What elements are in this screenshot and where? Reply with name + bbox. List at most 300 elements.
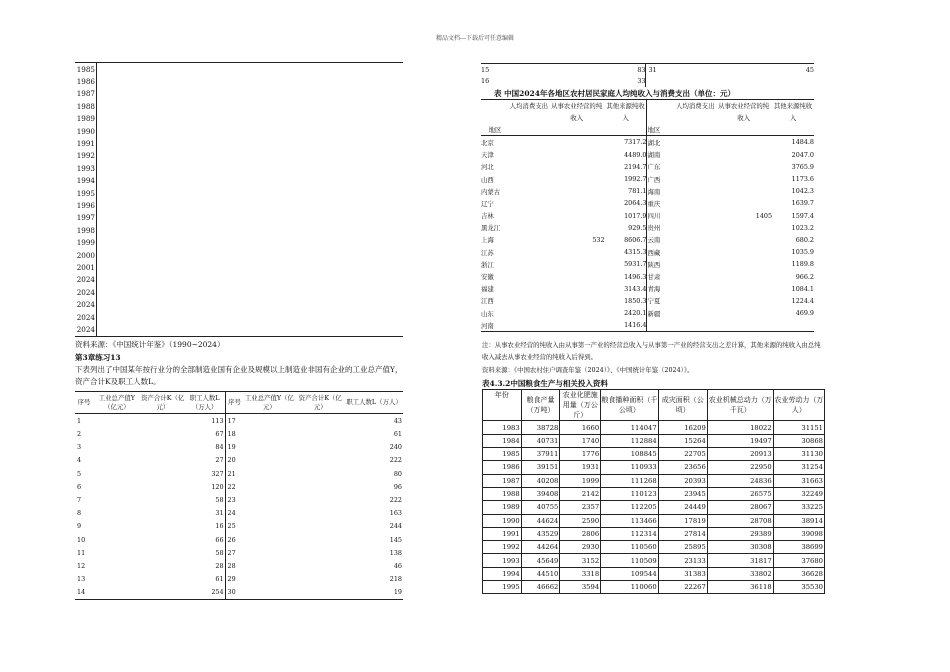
seq-cell: 14 (77, 588, 86, 597)
fertilizer-cell: 1999 (560, 474, 601, 487)
col-fertilizer: 农业化肥施用量（万公斤） (560, 390, 601, 421)
asset-cell (295, 441, 345, 454)
year-row (75, 212, 403, 224)
grain-output-cell: 44624 (521, 514, 560, 527)
fertilizer-cell: 2357 (560, 501, 601, 514)
table-row (75, 427, 403, 440)
region-cell: 西藏 (647, 248, 661, 257)
table-row (481, 197, 814, 209)
fertilizer-cell: 1776 (560, 448, 601, 461)
year-row (75, 63, 403, 76)
sown-area-cell: 114047 (601, 421, 659, 434)
output-cell (243, 414, 295, 428)
labor-cell: 145 (389, 535, 402, 544)
consumption-cell (509, 173, 549, 185)
agri-income-cell (549, 270, 605, 282)
grain-output-cell: 43529 (521, 527, 560, 540)
agri-income-cell (715, 222, 772, 234)
blank-cell (97, 88, 404, 100)
year-cell: 1988 (483, 487, 522, 500)
fertilizer-cell: 2930 (560, 541, 601, 554)
year-row (75, 175, 403, 187)
table-row (481, 222, 814, 234)
agri-income-cell (715, 185, 772, 197)
agri-income-cell (549, 197, 605, 209)
output-cell (93, 454, 141, 467)
grain-output-cell: 39151 (521, 461, 560, 474)
disaster-area-cell: 15264 (658, 434, 707, 447)
table-row (483, 434, 825, 447)
blank-cell (97, 261, 404, 273)
consumption-cell (509, 307, 549, 319)
asset-cell (295, 520, 345, 533)
other-income-cell: 2047.0 (791, 150, 814, 159)
other-income-cell: 680.2 (795, 235, 814, 244)
agri-income-cell: 532 (592, 235, 605, 244)
output-cell (243, 559, 295, 572)
output-cell (243, 520, 295, 533)
labor-cell: 120 (185, 480, 225, 493)
blank-cell (97, 199, 404, 211)
disaster-area-cell: 31383 (658, 567, 707, 580)
blank-cell (509, 76, 618, 88)
year-row (75, 274, 403, 286)
labor-cell: 31663 (773, 474, 824, 487)
sown-area-cell: 110509 (601, 554, 659, 567)
year-cell: 1990 (483, 514, 522, 527)
asset-cell (295, 573, 345, 586)
asset-cell (295, 546, 345, 559)
asset-cell (141, 427, 185, 440)
consumption-cell (675, 197, 715, 209)
table-row (481, 319, 814, 332)
table-row (483, 421, 825, 434)
blank-cell (97, 286, 404, 298)
seq-cell: 30 (227, 588, 236, 597)
page-header: 精品文档---下载后可任意编辑 (435, 35, 515, 42)
agri-income-cell (715, 161, 772, 173)
consumption-cell (509, 258, 549, 270)
machinery-cell: 30308 (707, 541, 773, 554)
asset-cell (295, 493, 345, 506)
year-cell: 1995 (483, 580, 522, 593)
output-cell (243, 533, 295, 546)
exercise-title: 第3章练习13 (75, 353, 121, 362)
asset-cell (295, 480, 345, 493)
fertilizer-cell: 1740 (560, 434, 601, 447)
table-row (481, 295, 814, 307)
consumption-cell (509, 270, 549, 282)
seq-cell: 2 (77, 430, 82, 439)
year-cell: 2024 (76, 287, 95, 297)
year-cell: 1986 (76, 77, 95, 87)
other-income-cell: 929.5 (605, 222, 647, 234)
grain-output-cell: 44264 (521, 541, 560, 554)
output-cell (93, 441, 141, 454)
machinery-cell: 31817 (707, 554, 773, 567)
region-cell: 贵州 (647, 224, 661, 233)
asset-cell (295, 507, 345, 520)
agri-income-cell (715, 283, 772, 295)
table-row (481, 185, 814, 197)
fertilizer-cell: 2590 (560, 514, 601, 527)
region-cell: 山东 (481, 309, 494, 318)
region-cell: 福建 (481, 285, 494, 294)
table-row (75, 586, 403, 600)
table-row (75, 573, 403, 586)
table-row (483, 487, 825, 500)
year-cell: 1999 (76, 238, 95, 248)
year-row (75, 137, 403, 149)
region-cell: 浙江 (481, 260, 494, 269)
region-cell: 天津 (481, 151, 494, 160)
output-cell (93, 493, 141, 506)
other-income-cell (772, 319, 814, 332)
consumption-cell (675, 222, 715, 234)
blank-cell (97, 187, 404, 199)
grain-output-cell: 40208 (521, 474, 560, 487)
consumption-cell (675, 161, 715, 173)
seq-cell: 9 (77, 522, 82, 531)
table-row (483, 527, 825, 540)
output-cell (93, 586, 141, 600)
other-income-cell: 1416.4 (605, 319, 647, 332)
other-income-cell: 4489.0 (605, 149, 647, 161)
col-l-2: 职工人数L（万人） (345, 392, 403, 414)
table-row (483, 554, 825, 567)
disaster-area-cell: 27814 (658, 527, 707, 540)
labor-cell: 163 (389, 509, 402, 518)
table-row (483, 474, 825, 487)
table-row (75, 546, 403, 559)
rural-table-note: 注：从事农业经营的纯收入由从事第一产业的经营总收入与从事第一产业的经营支出之差计算，其他来源的纯收入由总纯收入减去从事农业经营的纯收入后得到。 (482, 341, 821, 362)
grain-output-cell: 40755 (521, 501, 560, 514)
output-cell (93, 546, 141, 559)
other-income-cell: 1042.3 (791, 187, 814, 196)
agri-income-cell (715, 234, 772, 246)
year-row (75, 286, 403, 298)
disaster-area-cell: 22705 (658, 448, 707, 461)
labor-cell: 31151 (773, 421, 824, 434)
col-seq-1: 序号 (75, 392, 93, 414)
region-cell: 宁夏 (647, 297, 661, 306)
agri-income-cell (549, 283, 605, 295)
other-income-cell: 1084.1 (791, 284, 814, 293)
year-cell: 2024 (75, 323, 97, 336)
blank-cell (97, 63, 404, 76)
seq-cell: 7 (77, 496, 82, 504)
output-cell (243, 480, 295, 493)
col-agri-income-1: 从事农业经营的纯收入 (551, 102, 603, 123)
output-cell (243, 586, 295, 600)
year-cell: 1986 (483, 461, 522, 474)
other-income-cell: 469.9 (795, 309, 814, 318)
col-k-2: 资产合计K（亿元） (295, 392, 345, 414)
year-cell: 2024 (76, 275, 95, 285)
other-income-cell: 1189.8 (791, 260, 814, 269)
asset-cell (141, 441, 185, 454)
machinery-cell: 33802 (707, 567, 773, 580)
year-row (75, 298, 403, 310)
continued-table-fragment (481, 63, 814, 87)
other-income-cell: 1173.6 (791, 175, 814, 183)
region-cell: 江西 (481, 297, 494, 306)
consumption-cell (675, 185, 715, 197)
machinery-cell: 36118 (707, 580, 773, 593)
fertilizer-cell: 3594 (560, 580, 601, 593)
asset-cell (141, 454, 185, 467)
output-cell (93, 520, 141, 533)
blank-cell (97, 75, 404, 87)
col-y-1: 工业总产值Y（亿元） (93, 392, 141, 414)
seq-cell: 8 (77, 509, 82, 518)
other-income-cell: 1496.3 (605, 270, 647, 282)
asset-cell (141, 586, 185, 600)
consumption-cell (509, 209, 549, 221)
consumption-cell (675, 270, 715, 282)
seq-cell: 6 (77, 482, 82, 491)
asset-cell (141, 414, 185, 428)
year-cell: 1992 (483, 541, 522, 554)
fragment-value: 83 (618, 64, 646, 76)
labor-cell: 327 (185, 467, 225, 480)
labor-cell: 19 (393, 588, 402, 597)
output-cell (93, 467, 141, 480)
labor-cell: 113 (185, 414, 225, 428)
table-row (75, 493, 403, 506)
labor-cell: 96 (393, 482, 402, 491)
year-cell: 1994 (483, 567, 522, 580)
blank-cell (97, 175, 404, 187)
consumption-cell (509, 319, 549, 332)
fragment-seq: 16 (481, 77, 490, 86)
seq-cell: 29 (227, 575, 236, 584)
fragment-value: 33 (618, 76, 646, 88)
consumption-cell (675, 307, 715, 319)
year-row (75, 311, 403, 323)
asset-cell (295, 414, 345, 428)
labor-cell: 138 (389, 548, 402, 557)
labor-cell: 84 (185, 441, 225, 454)
blank-cell (97, 162, 404, 174)
agri-income-cell (715, 295, 772, 307)
agri-income-cell (715, 197, 772, 209)
asset-cell (141, 573, 185, 586)
asset-cell (141, 467, 185, 480)
consumption-cell (509, 185, 549, 197)
asset-cell (141, 533, 185, 546)
labor-cell: 61 (185, 573, 225, 586)
consumption-cell (509, 283, 549, 295)
rural-table-title: 表 中国2024年各地区农村居民家庭人均纯收入与消费支出（单位：元） (494, 89, 735, 98)
machinery-cell: 28067 (707, 501, 773, 514)
seq-cell: 25 (227, 522, 236, 531)
table-row (483, 580, 825, 593)
asset-cell (141, 493, 185, 506)
grain-table-title: 表4.3.2中国粮食生产与相关投入资料 (482, 379, 608, 388)
region-cell (647, 319, 675, 332)
agri-income-cell (715, 136, 772, 149)
blank-cell (97, 150, 404, 162)
grain-output-cell: 45649 (521, 554, 560, 567)
table-row (481, 136, 814, 149)
machinery-cell: 29389 (707, 527, 773, 540)
consumption-cell (675, 319, 715, 332)
labor-cell: 218 (389, 575, 402, 584)
table-row (483, 514, 825, 527)
year-row (75, 75, 403, 87)
sown-area-cell: 110933 (601, 461, 659, 474)
region-cell: 四川 (647, 212, 661, 221)
machinery-cell: 19497 (707, 434, 773, 447)
table-row (481, 283, 814, 295)
region-cell: 湖南 (647, 151, 661, 160)
labor-cell: 27 (185, 454, 225, 467)
disaster-area-cell: 20393 (658, 474, 707, 487)
region-cell: 河北 (481, 163, 494, 172)
agri-income-cell (549, 319, 605, 332)
labor-cell: 43 (393, 416, 402, 425)
other-income-cell: 1023.2 (791, 223, 814, 232)
year-cell: 1996 (76, 200, 95, 210)
year-row (75, 150, 403, 162)
consumption-cell (675, 209, 715, 221)
output-cell (93, 427, 141, 440)
table-row (75, 480, 403, 493)
labor-cell: 32249 (773, 487, 824, 500)
col-sown-area: 粮食播种面积（千公顷） (601, 390, 659, 421)
labor-cell: 58 (185, 493, 225, 506)
grain-output-cell: 38728 (521, 421, 560, 434)
agri-income-cell (549, 136, 605, 149)
consumption-cell (675, 283, 715, 295)
agri-income-cell (715, 270, 772, 282)
sown-area-cell: 110123 (601, 487, 659, 500)
asset-cell (141, 507, 185, 520)
disaster-area-cell: 23656 (658, 461, 707, 474)
table-row (75, 467, 403, 480)
agri-income-cell (715, 307, 772, 319)
rural-table-source: 资料来源：《中国农村住户调查年鉴（2024）》、《中国统计年鉴（2024）》。 (482, 366, 694, 374)
agri-income-cell (715, 173, 772, 185)
fertilizer-cell: 1931 (560, 461, 601, 474)
asset-cell (295, 454, 345, 467)
blank-cell (97, 113, 404, 125)
fertilizer-cell: 1660 (560, 421, 601, 434)
year-cell: 1993 (76, 163, 95, 173)
year-row (75, 187, 403, 199)
output-cell (93, 414, 141, 428)
col-k-1: 资产合计K（亿元） (141, 392, 185, 414)
table-row (75, 533, 403, 546)
machinery-cell: 22950 (707, 461, 773, 474)
region-cell: 海南 (647, 187, 661, 196)
year-row (75, 323, 403, 336)
region-cell: 江苏 (481, 248, 494, 257)
col-machinery: 农业机械总动力（万千瓦） (707, 390, 773, 421)
blank-cell (676, 76, 765, 88)
seq-cell: 20 (227, 456, 236, 465)
table-row (483, 501, 825, 514)
labor-cell: 38914 (773, 514, 824, 527)
consumption-cell (675, 149, 715, 161)
region-cell: 安徽 (481, 273, 494, 281)
sown-area-cell: 112205 (601, 501, 659, 514)
machinery-cell: 24836 (707, 474, 773, 487)
seq-cell: 28 (227, 561, 236, 570)
fragment-seq (646, 76, 676, 88)
output-cell (243, 467, 295, 480)
fragment-seq: 31 (648, 65, 657, 74)
region-cell: 内蒙古 (481, 187, 501, 196)
year-cell: 1990 (76, 126, 95, 136)
consumption-cell (675, 173, 715, 185)
other-income-cell: 1035.9 (791, 248, 814, 257)
asset-cell (295, 467, 345, 480)
region-cell: 山西 (481, 175, 494, 184)
year-row (75, 199, 403, 211)
machinery-cell: 20913 (707, 448, 773, 461)
blank-cell (97, 311, 404, 323)
consumption-cell (509, 136, 549, 149)
labor-cell: 66 (185, 533, 225, 546)
blank-cell (676, 64, 765, 76)
other-income-cell: 4315.3 (605, 246, 647, 258)
consumption-cell (509, 197, 549, 209)
col-other-income-1: 其他来源纯收入 (605, 100, 647, 125)
output-cell (243, 427, 295, 440)
asset-cell (141, 480, 185, 493)
labor-cell: 61 (393, 430, 402, 439)
year-cell: 2024 (76, 312, 95, 322)
table-row (483, 461, 825, 474)
year-row (75, 100, 403, 112)
rural-income-table (481, 99, 814, 332)
consumption-cell (675, 136, 715, 149)
region-cell: 陕西 (647, 260, 661, 269)
table-row (75, 559, 403, 572)
seq-cell: 17 (227, 416, 236, 425)
other-income-cell: 3765.9 (791, 162, 814, 171)
fertilizer-cell: 2142 (560, 487, 601, 500)
grain-output-cell: 37911 (521, 448, 560, 461)
agri-income-cell (549, 307, 605, 319)
table-row (483, 448, 825, 461)
other-income-cell: 5931.7 (605, 258, 647, 270)
output-cell (93, 480, 141, 493)
output-cell (93, 559, 141, 572)
other-income-cell: 1597.4 (791, 211, 814, 220)
asset-cell (141, 559, 185, 572)
labor-cell: 38699 (773, 541, 824, 554)
consumption-cell (509, 222, 549, 234)
labor-cell: 36628 (773, 567, 824, 580)
agri-income-cell (549, 295, 605, 307)
fragment-value: 45 (805, 65, 814, 74)
table-row (481, 258, 814, 270)
year-cell: 1988 (76, 101, 95, 111)
table-row (481, 161, 814, 173)
labor-cell: 254 (185, 586, 225, 600)
labor-cell: 31254 (773, 461, 824, 474)
labor-cell: 33225 (773, 501, 824, 514)
disaster-area-cell: 23945 (658, 487, 707, 500)
col-consumption-2: 人均消费支出 (676, 102, 715, 110)
labor-cell: 58 (185, 546, 225, 559)
other-income-cell: 1017.9 (605, 209, 647, 221)
year-row (75, 249, 403, 261)
region-cell: 广西 (647, 175, 661, 184)
